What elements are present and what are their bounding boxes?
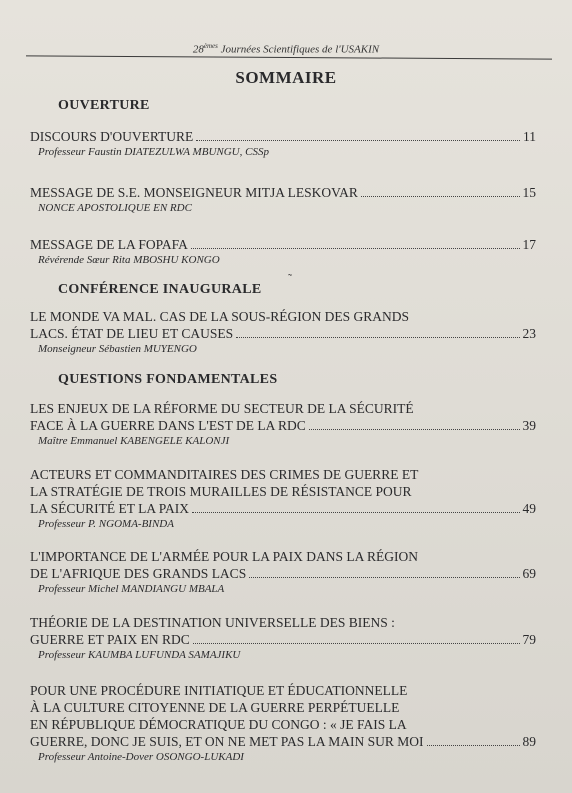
toc-page-number: 79 <box>522 632 536 647</box>
toc-entry-author: Professeur Michel MANDIANGU MBALA <box>38 583 225 595</box>
toc-entry-line <box>30 400 536 417</box>
toc-entry-title: MESSAGE DE LA FOPAFA <box>30 237 188 252</box>
toc-entry-title: LA STRATÉGIE DE TROIS MURAILLES DE RÉSISTANCE POUR <box>30 484 412 499</box>
running-head <box>0 42 572 56</box>
toc-entry-title: LACS. ÉTAT DE LIEU ET CAUSES <box>30 326 234 341</box>
toc-page-number: 11 <box>523 129 536 144</box>
toc-entry-author: Professeur Antoine-Dover OSONGO-LUKADI <box>38 751 244 763</box>
toc-entry-line <box>30 565 536 582</box>
toc-entry-title: L'IMPORTANCE DE L'ARMÉE POUR LA PAIX DANS LA RÉGION <box>30 549 418 564</box>
toc-entry-title: ACTEURS ET COMMANDITAIRES DES CRIMES DE GUERRE ET <box>30 467 419 482</box>
page-title: SOMMAIRE <box>235 68 337 87</box>
toc-entry-author: Professeur P. NGOMA-BINDA <box>38 518 174 530</box>
toc-entry-line <box>30 466 536 483</box>
toc-entry-author: Révérende Sœur Rita MBOSHU KONGO <box>38 254 220 266</box>
leader-dots <box>236 337 519 338</box>
toc-page-number: 89 <box>522 734 536 749</box>
header-rule <box>26 55 552 59</box>
running-head-superscript: èmes <box>203 42 218 50</box>
toc-page-number: 69 <box>522 566 536 581</box>
toc-entry-author: NONCE APOSTOLIQUE EN RDC <box>38 202 192 214</box>
toc-entry-line <box>30 500 536 517</box>
toc-entry-title: À LA CULTURE CITOYENNE DE LA GUERRE PERPÉTUELLE <box>30 700 400 715</box>
leader-dots <box>361 196 520 197</box>
toc-entry-line <box>30 308 536 325</box>
toc-page-number: 15 <box>522 185 536 200</box>
toc-entry[interactable] <box>30 614 536 662</box>
toc-entry-line <box>30 631 536 648</box>
toc-entry-title: DE L'AFRIQUE DES GRANDS LACS <box>30 566 247 581</box>
toc-entry-author: Maître Emmanuel KABENGELE KALONJI <box>38 435 230 447</box>
toc-page-number: 17 <box>522 237 536 252</box>
toc-entry-title: THÉORIE DE LA DESTINATION UNIVERSELLE DES BIENS : <box>30 615 395 630</box>
toc-entry-line <box>30 325 536 342</box>
leader-dots <box>249 577 519 578</box>
toc-entry-title: MESSAGE DE S.E. MONSEIGNEUR MITJA LESKOVAR <box>30 185 358 200</box>
toc-entry[interactable] <box>30 682 536 764</box>
toc-entry[interactable] <box>30 466 536 531</box>
leader-dots <box>309 429 520 430</box>
toc-entry-line <box>30 733 536 750</box>
section-heading-questions: QUESTIONS FONDAMENTALES <box>58 372 278 387</box>
leader-dots <box>193 643 520 644</box>
toc-entry[interactable] <box>30 308 536 356</box>
running-head-text: Journées Scientifiques de l'USAKIN <box>217 43 380 56</box>
leader-dots <box>191 248 520 249</box>
toc-entry-line <box>30 716 536 733</box>
toc-page-number: 23 <box>522 326 536 341</box>
toc-entry-title: GUERRE ET PAIX EN RDC <box>30 632 190 647</box>
toc-page-number: 39 <box>522 418 536 433</box>
toc-page-number: 49 <box>522 501 536 516</box>
toc-entry[interactable] <box>30 128 536 159</box>
toc-entry-line <box>30 483 536 500</box>
toc-entry-author: Professeur Faustin DIATEZULWA MBUNGU, CSSp <box>38 146 269 158</box>
toc-entry-line <box>30 548 536 565</box>
section-heading-conference: CONFÉRENCE INAUGURALE <box>58 282 262 297</box>
toc-entry-title: DISCOURS D'OUVERTURE <box>30 129 194 144</box>
toc-entry-line <box>30 184 536 201</box>
toc-entry-title: POUR UNE PROCÉDURE INITIATIQUE ET ÉDUCATIONNELLE <box>30 683 408 698</box>
toc-entry-author: Monseigneur Sébastien MUYENGO <box>38 343 197 355</box>
toc-entry-title: LE MONDE VA MAL. CAS DE LA SOUS-RÉGION DES GRANDS <box>30 309 410 324</box>
section-heading-ouverture: OUVERTURE <box>58 98 150 113</box>
toc-entry[interactable] <box>30 236 536 267</box>
toc-entry-author: Professeur KAUMBA LUFUNDA SAMAJIKU <box>38 649 241 661</box>
toc-entry-title: FACE À LA GUERRE DANS L'EST DE LA RDC <box>30 418 306 433</box>
leader-dots <box>427 745 520 746</box>
toc-entry-title: EN RÉPUBLIQUE DÉMOCRATIQUE DU CONGO : « JE FAIS LA <box>30 717 407 732</box>
stray-mark: ˜ <box>288 271 292 285</box>
toc-entry-line <box>30 699 536 716</box>
toc-entry-line <box>30 614 536 631</box>
toc-entry-title: GUERRE, DONC JE SUIS, ET ON NE MET PAS LA MAIN SUR MOI <box>30 734 424 749</box>
running-head-number: 28 <box>192 43 204 56</box>
leader-dots <box>196 140 520 141</box>
toc-entry-line <box>30 236 536 253</box>
toc-entry-line <box>30 417 536 434</box>
toc-entry[interactable] <box>30 184 536 215</box>
toc-entry-title: LA SÉCURITÉ ET LA PAIX <box>30 501 190 516</box>
toc-entry[interactable] <box>30 548 536 596</box>
toc-entry-title: LES ENJEUX DE LA RÉFORME DU SECTEUR DE LA SÉCURITÉ <box>30 401 414 416</box>
leader-dots <box>192 512 519 513</box>
toc-entry-line <box>30 682 536 699</box>
toc-entry-line <box>30 128 536 145</box>
toc-entry[interactable] <box>30 400 536 448</box>
